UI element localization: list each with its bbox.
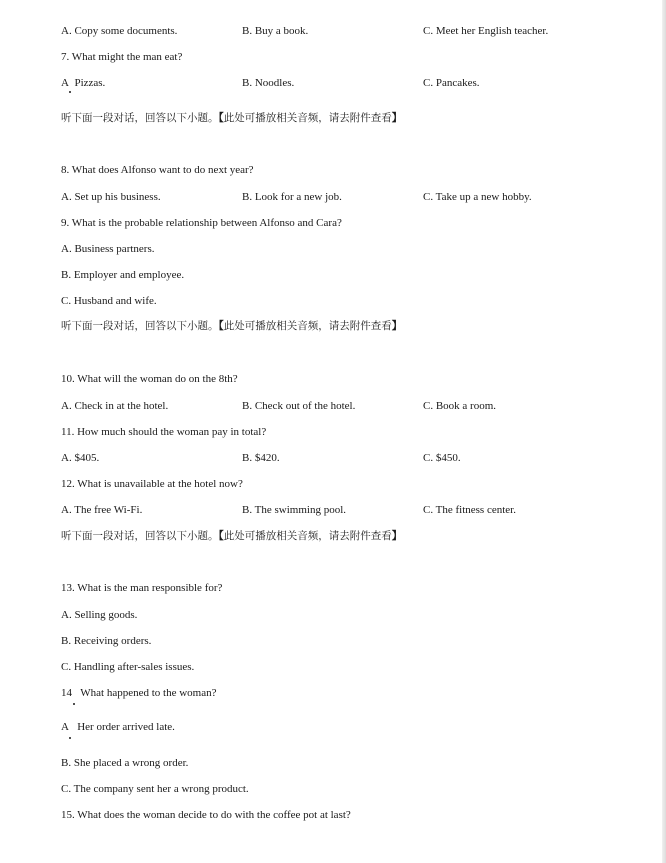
q15-question: 15. What does the woman decide to do with the coffee pot at last?	[61, 809, 351, 821]
q12-option-c: C. The fitness center.	[423, 504, 516, 516]
q9-option-a: A. Business partners.	[61, 243, 155, 255]
q10-option-b: B. Check out of the hotel.	[242, 400, 356, 412]
q12-option-a: A. The free Wi-Fi.	[61, 504, 143, 516]
q7-option-b: B. Noodles.	[242, 77, 295, 89]
q8-option-c: C. Take up a new hobby.	[423, 191, 532, 203]
q7-option-a-letter: A	[61, 77, 69, 89]
page-edge-shadow	[662, 0, 666, 863]
q10-option-c: C. Book a room.	[423, 400, 497, 412]
instruction-text: 听下面一段对话，回答以下小题。	[61, 112, 219, 124]
q11-option-a: A. $405.	[61, 452, 100, 464]
bracket-open: 【	[218, 530, 224, 542]
q11-option-c: C. $450.	[423, 452, 461, 464]
bracket-open: 【	[218, 112, 224, 124]
q14-number: 14	[61, 687, 72, 699]
q9-question: 9. What is the probable relationship between Alfonso and Cara?	[61, 217, 342, 229]
q11-option-b: B. $420.	[242, 452, 280, 464]
q13-option-c: C. Handling after-sales issues.	[61, 661, 195, 673]
listening-instruction	[61, 111, 402, 125]
q7-option-a-text: Pizzas.	[74, 77, 106, 89]
listening-instruction	[61, 529, 402, 543]
q7-question: 7. What might the man eat?	[61, 51, 183, 63]
q14-option-a-text: Her order arrived late.	[77, 721, 175, 733]
q8-option-a: A. Set up his business.	[61, 191, 161, 203]
dot-mark	[73, 703, 75, 705]
q13-option-b: B. Receiving orders.	[61, 635, 152, 647]
q10-question: 10. What will the woman do on the 8th?	[61, 373, 238, 385]
dot-mark	[69, 737, 71, 739]
q8-question: 8. What does Alfonso want to do next year?	[61, 164, 254, 176]
instruction-text: 听下面一段对话，回答以下小题。	[61, 320, 219, 332]
q14-option-a	[61, 720, 175, 734]
dot-mark	[69, 91, 71, 93]
instruction-text: 听下面一段对话，回答以下小题。	[61, 530, 219, 542]
q14-option-c: C. The company sent her a wrong product.	[61, 783, 249, 795]
q11-question: 11. How much should the woman pay in total?	[61, 426, 267, 438]
bracket-open: 【	[218, 320, 224, 332]
q6-option-b: B. Buy a book.	[242, 25, 309, 37]
q10-option-a: A. Check in at the hotel.	[61, 400, 169, 412]
q6-option-a: A. Copy some documents.	[61, 25, 178, 37]
bracket-close: 】	[391, 320, 403, 332]
bracket-close: 】	[391, 112, 403, 124]
listening-instruction	[61, 319, 402, 333]
q9-option-b: B. Employer and employee.	[61, 269, 185, 281]
q13-option-a: A. Selling goods.	[61, 609, 138, 621]
q7-option-a	[61, 76, 105, 90]
q12-question: 12. What is unavailable at the hotel now?	[61, 478, 243, 490]
q9-option-c: C. Husband and wife.	[61, 295, 157, 307]
audio-note-link[interactable]: 此处可播放相关音频，请去附件查看	[223, 320, 392, 332]
q14-option-a-letter: A	[61, 721, 69, 733]
audio-note-link[interactable]: 此处可播放相关音频，请去附件查看	[223, 530, 392, 542]
bracket-close: 】	[391, 530, 403, 542]
q14-question	[61, 686, 216, 700]
q7-option-c: C. Pancakes.	[423, 77, 480, 89]
q13-question: 13. What is the man responsible for?	[61, 582, 223, 594]
q12-option-b: B. The swimming pool.	[242, 504, 346, 516]
q14-question-text: What happened to the woman?	[80, 687, 217, 699]
q14-option-b: B. She placed a wrong order.	[61, 757, 189, 769]
q6-option-c: C. Meet her English teacher.	[423, 25, 549, 37]
audio-note-link[interactable]: 此处可播放相关音频，请去附件查看	[223, 112, 392, 124]
q8-option-b: B. Look for a new job.	[242, 191, 342, 203]
